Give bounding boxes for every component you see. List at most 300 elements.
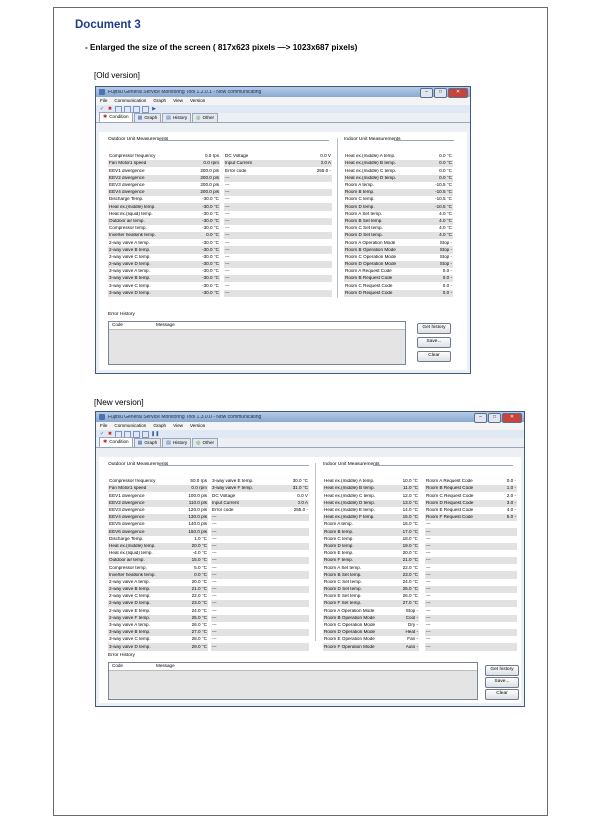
error-history-title: Error History xyxy=(108,312,135,317)
connect-icon[interactable]: ✓ xyxy=(99,106,105,112)
measurement-row xyxy=(224,225,332,232)
measurement-label: Room A Request Code xyxy=(345,269,392,274)
measurement-label: 2-way valve D temp. xyxy=(109,601,151,606)
measurement-row xyxy=(211,514,309,521)
measurement-label: --- xyxy=(225,197,230,202)
measurement-label: 2-way valve B temp. xyxy=(109,247,151,252)
measurement-row xyxy=(323,636,419,643)
measurement-label: Room C Operation Mode xyxy=(345,254,397,259)
disconnect-icon[interactable]: ✖ xyxy=(107,431,113,437)
measurement-label: Heat ex.(middle) temp. xyxy=(109,204,156,209)
measurement-value: -30.0 °C xyxy=(202,276,219,281)
measurement-row xyxy=(108,261,220,268)
measurement-label: EEV2 divergence xyxy=(109,500,145,505)
measurement-label: Heat ex.(middle) D temp. xyxy=(324,500,376,505)
measurement-value: Heat - xyxy=(405,630,418,635)
measurement-row xyxy=(211,528,309,535)
measurement-label: Heat ex.(liquid) temp. xyxy=(109,211,153,216)
tab-history[interactable] xyxy=(162,113,191,122)
measurement-value: 4.0 °C xyxy=(439,226,452,231)
measurement-value: Stop - xyxy=(439,240,452,245)
measurement-label: Room D Request Code xyxy=(345,290,393,295)
measurement-row xyxy=(211,550,309,557)
measurement-row xyxy=(211,564,309,571)
tab-bar xyxy=(96,438,524,448)
measurement-value: 0.0 °C xyxy=(194,572,207,577)
measurement-value: -30.0 °C xyxy=(202,254,219,259)
measurement-label: --- xyxy=(212,579,217,584)
col-message: Message xyxy=(156,322,175,328)
measurement-row xyxy=(323,593,419,600)
table-icon[interactable] xyxy=(142,431,149,438)
measurement-row xyxy=(323,543,419,550)
measurement-label: Room A Set temp. xyxy=(345,211,383,216)
measurement-label: --- xyxy=(426,551,431,556)
measurement-label: --- xyxy=(225,247,230,252)
measurement-label: Room C temp. xyxy=(324,536,354,541)
measurement-label: Room D Set temp. xyxy=(324,587,362,592)
chart-icon[interactable] xyxy=(133,106,140,113)
measurement-label: Error code xyxy=(212,508,234,513)
measurement-row xyxy=(108,478,208,485)
measurement-label: --- xyxy=(225,269,230,274)
measurement-label: 2-way valve A temp. xyxy=(109,240,150,245)
measurement-row xyxy=(344,175,453,182)
measurement-row xyxy=(425,521,517,528)
column-divider xyxy=(337,138,338,298)
measurement-row xyxy=(425,514,517,521)
measurement-row xyxy=(344,268,453,275)
measurement-row xyxy=(108,189,220,196)
measurement-value: 1.0 - xyxy=(506,486,516,491)
measurement-label: EEV1 divergence xyxy=(109,493,145,498)
measurement-label: --- xyxy=(426,615,431,620)
measurement-label: --- xyxy=(225,211,230,216)
measurement-label: Heat ex.(middle) A temp. xyxy=(324,479,375,484)
measurement-row xyxy=(425,492,517,499)
measurement-label: Room F temp. xyxy=(324,558,354,563)
measurement-label: --- xyxy=(426,536,431,541)
measurement-value: -30.0 °C xyxy=(202,262,219,267)
get-history-button[interactable]: Get history xyxy=(485,665,519,676)
measurement-label: --- xyxy=(225,283,230,288)
measurement-value: 19.0 °C xyxy=(402,543,418,548)
old-app-window xyxy=(95,86,471,374)
measurement-value: 29.0 °C xyxy=(191,644,207,649)
close-icon[interactable]: ✕ xyxy=(448,88,468,98)
measurement-row xyxy=(211,557,309,564)
measurement-label: --- xyxy=(426,565,431,570)
measurement-label: Room C temp. xyxy=(345,197,375,202)
graph-icon: ▦ xyxy=(137,114,143,121)
measurement-value: 0.0 - xyxy=(442,283,452,288)
measurement-value: 200.0 pls xyxy=(200,175,219,180)
measurement-row xyxy=(211,586,309,593)
measurement-value: -30.0 °C xyxy=(202,283,219,288)
measurement-row xyxy=(224,239,332,246)
measurement-value: 12.0 °C xyxy=(402,493,418,498)
menu-version[interactable]: Version xyxy=(189,97,206,103)
measurement-value: 24.0 °C xyxy=(402,579,418,584)
condition-icon: ✱ xyxy=(103,439,108,445)
tab-other[interactable] xyxy=(192,438,218,447)
measurement-row xyxy=(108,153,220,160)
measurement-row xyxy=(344,167,453,174)
measurement-row xyxy=(425,500,517,507)
measurement-row xyxy=(344,254,453,261)
measurement-value: 20.0 °C xyxy=(191,543,207,548)
change-note: - Enlarged the size of the screen ( 817x623 pixels —> 1023x687 pixels) xyxy=(85,43,358,52)
measurement-label: 2-way valve B temp. xyxy=(109,587,151,592)
measurement-value: 20.0 °C xyxy=(402,551,418,556)
measurement-row xyxy=(344,153,453,160)
measurement-label: Inverter heatsink temp. xyxy=(109,233,156,238)
measurement-label: EEV3 divergence xyxy=(109,508,145,513)
measurement-label: Room E Set temp. xyxy=(324,594,362,599)
measurement-value: -10.5 °C xyxy=(435,197,452,202)
measurement-label: 2-way valve C temp. xyxy=(109,254,151,259)
tab-label: Other xyxy=(202,439,215,445)
disconnect-icon[interactable]: ✖ xyxy=(107,106,113,112)
measurement-label: --- xyxy=(212,558,217,563)
measurement-value: 0.0 V xyxy=(320,154,331,159)
measurement-row xyxy=(224,261,332,268)
measurement-value: 0.0 rpm xyxy=(191,486,207,491)
measurement-label: Discharge Temp. xyxy=(109,197,144,202)
measurement-value: 25.0 °C xyxy=(402,587,418,592)
measurement-value: Stop - xyxy=(439,262,452,267)
measurement-label: 2-way valve D temp. xyxy=(109,262,151,267)
measurement-label: 3-way valve A temp. xyxy=(109,623,150,628)
chart-icon[interactable] xyxy=(133,431,140,438)
measurement-row xyxy=(323,643,419,650)
measurement-label: Heat ex.(middle) B temp. xyxy=(345,161,396,166)
measurement-row xyxy=(108,246,220,253)
old-version-label: [Old version] xyxy=(94,71,140,80)
history-icon: ▤ xyxy=(166,114,171,121)
section-divider xyxy=(373,465,513,466)
menu-bar xyxy=(96,422,524,430)
measurement-value: 31.0 °C xyxy=(292,486,308,491)
measurement-value: 0.0 - xyxy=(442,276,452,281)
measurement-row xyxy=(108,536,208,543)
section-divider xyxy=(159,140,329,141)
measurement-label: 2-way valve C temp. xyxy=(109,594,151,599)
measurement-label: --- xyxy=(225,276,230,281)
measurement-row xyxy=(425,629,517,636)
measurement-value: 0.0 A xyxy=(320,161,331,166)
tab-condition[interactable] xyxy=(99,112,133,122)
measurement-label: 2-way valve F temp. xyxy=(109,615,151,620)
measurement-value: 4.0 °C xyxy=(439,233,452,238)
tab-label: History xyxy=(172,439,188,445)
measurement-row xyxy=(323,536,419,543)
measurement-label: --- xyxy=(225,254,230,259)
menu-version[interactable]: Version xyxy=(189,422,206,428)
measurement-label: Room E Operation Mode xyxy=(324,637,375,642)
measurement-label: 3-way valve B temp. xyxy=(109,276,151,281)
indoor-col-1 xyxy=(323,478,419,651)
document-title: Document 3 xyxy=(75,19,141,31)
measurement-label: 3-way valve C temp. xyxy=(109,283,151,288)
measurement-label: --- xyxy=(225,233,230,238)
measurement-value: 16.0 °C xyxy=(402,522,418,527)
measurement-label: --- xyxy=(212,601,217,606)
measurement-row xyxy=(323,514,419,521)
measurement-label: --- xyxy=(426,579,431,584)
error-history-list[interactable] xyxy=(108,662,478,700)
clear-button[interactable]: Clear xyxy=(485,689,519,700)
menu-view[interactable]: View xyxy=(173,422,183,428)
measurement-row xyxy=(224,182,332,189)
measurement-value: -10.5 °C xyxy=(435,204,452,209)
measurement-value: 130.0 pls xyxy=(188,515,207,520)
measurement-row xyxy=(108,579,208,586)
measurement-row xyxy=(224,167,332,174)
measurement-label: --- xyxy=(212,536,217,541)
measurement-row xyxy=(344,160,453,167)
get-history-button[interactable]: Get history xyxy=(417,323,451,334)
menu-view[interactable]: View xyxy=(173,97,183,103)
condition-panel xyxy=(99,132,467,370)
measurement-value: 4.0 °C xyxy=(439,211,452,216)
measurement-row xyxy=(323,600,419,607)
measurement-label: Room F Operation Mode xyxy=(324,644,375,649)
measurement-label: Room D temp. xyxy=(324,543,354,548)
measurement-label: --- xyxy=(212,615,217,620)
tab-label: Condition xyxy=(109,439,129,445)
minimize-icon[interactable]: – xyxy=(474,413,487,423)
measurement-label: Heat ex.(middle) F temp. xyxy=(324,515,375,520)
measurement-label: Room A Operation Mode xyxy=(324,608,375,613)
measurement-label: 2-way valve A temp. xyxy=(109,579,150,584)
measurement-value: 13.0 °C xyxy=(402,500,418,505)
measurement-value: Stop - xyxy=(439,254,452,259)
measurement-label: --- xyxy=(212,587,217,592)
measurement-row xyxy=(108,239,220,246)
indoor-col-2 xyxy=(425,478,517,651)
measurement-value: 15.0 °C xyxy=(402,515,418,520)
menu-graph[interactable]: Graph xyxy=(153,97,167,103)
measurement-value: 17.0 °C xyxy=(402,529,418,534)
measurement-label: 3-way valve D temp. xyxy=(109,644,151,649)
other-icon: ◎ xyxy=(196,439,201,446)
measurement-row xyxy=(108,636,208,643)
table-icon[interactable] xyxy=(142,106,149,113)
measurement-row xyxy=(224,203,332,210)
measurement-label: Heat ex.(liquid) temp. xyxy=(109,551,153,556)
measurement-row xyxy=(224,218,332,225)
measurement-label: Heat ex.(middle) C temp. xyxy=(324,493,376,498)
measurement-value: 0.0 °C xyxy=(439,168,452,173)
error-table-header xyxy=(109,322,405,330)
measurement-label: Room E Request Code xyxy=(426,508,474,513)
tab-history[interactable] xyxy=(162,438,191,447)
measurement-value: 0.0 - xyxy=(442,290,452,295)
measurement-label: Room C Request Code xyxy=(426,493,474,498)
measurement-row xyxy=(224,232,332,239)
measurement-row xyxy=(344,182,453,189)
measurement-row xyxy=(344,189,453,196)
measurement-value: Dry - xyxy=(408,623,418,628)
measurement-value: 255.0 - xyxy=(293,508,308,513)
measurement-row xyxy=(224,290,332,297)
measurement-label: --- xyxy=(225,262,230,267)
measurement-row xyxy=(108,196,220,203)
measurement-row xyxy=(211,622,309,629)
maximize-icon[interactable]: □ xyxy=(434,88,447,98)
measurement-value: 110.0 pls xyxy=(188,500,207,505)
menu-bar xyxy=(96,97,470,105)
outdoor-col-1 xyxy=(108,153,220,297)
measurement-row xyxy=(425,593,517,600)
history-icon: ▤ xyxy=(166,439,171,446)
measurement-row xyxy=(108,615,208,622)
measurement-label: --- xyxy=(212,565,217,570)
measurement-label: Room D Set temp. xyxy=(345,233,383,238)
outdoor-col-2 xyxy=(211,478,309,651)
save-button[interactable]: Save... xyxy=(485,677,519,688)
menu-file[interactable]: File xyxy=(100,422,108,428)
measurement-row xyxy=(224,211,332,218)
measurement-row xyxy=(211,571,309,578)
measurement-row xyxy=(108,167,220,174)
measurement-row xyxy=(108,175,220,182)
measurement-row xyxy=(108,543,208,550)
measurement-row xyxy=(211,536,309,543)
window-title: Fujitsu General Service Monitoring Tool 1.2.0.1 - Now communicating xyxy=(108,89,262,95)
window-titlebar xyxy=(96,412,524,422)
measurement-value: 200.0 pls xyxy=(200,168,219,173)
measurement-row xyxy=(323,528,419,535)
measurement-value: 22.0 °C xyxy=(191,594,207,599)
measurement-row xyxy=(108,607,208,614)
measurement-value: 4.0 °C xyxy=(439,218,452,223)
measurement-value: -30.0 °C xyxy=(202,204,219,209)
measurement-row xyxy=(224,254,332,261)
measurement-row xyxy=(108,268,220,275)
tab-graph[interactable] xyxy=(134,438,162,447)
measurement-label: Room C Set temp. xyxy=(324,579,362,584)
measurement-value: 0.0 V xyxy=(297,493,308,498)
measurement-value: 27.0 °C xyxy=(402,601,418,606)
tab-other[interactable] xyxy=(192,113,218,122)
measurement-row xyxy=(108,275,220,282)
measurement-row xyxy=(425,636,517,643)
measurement-label: --- xyxy=(426,630,431,635)
measurement-label: Room A temp. xyxy=(345,183,374,188)
measurement-label: --- xyxy=(225,226,230,231)
tab-condition[interactable] xyxy=(99,437,133,447)
maximize-icon[interactable]: □ xyxy=(488,413,501,423)
tab-graph[interactable] xyxy=(134,113,162,122)
measurement-row xyxy=(425,485,517,492)
tab-label: History xyxy=(172,114,188,120)
measurement-row xyxy=(108,586,208,593)
measurement-value: 1.0 °C xyxy=(194,536,207,541)
measurement-label: Room B Request Code xyxy=(426,486,474,491)
measurement-value: 26.0 °C xyxy=(402,594,418,599)
error-history-list[interactable] xyxy=(108,321,406,365)
measurement-row xyxy=(108,643,208,650)
measurement-value: 140.0 pls xyxy=(188,522,207,527)
tab-label: Graph xyxy=(144,439,158,445)
measurement-row xyxy=(211,507,309,514)
col-code: Code xyxy=(112,663,123,669)
measurement-label: Room A Operation Mode xyxy=(345,240,396,245)
measurement-value: -10.5 °C xyxy=(435,183,452,188)
indoor-section-title: Indoor Unit Measurements xyxy=(323,462,380,467)
measurement-label: Discharge Temp. xyxy=(109,536,144,541)
column-divider xyxy=(315,463,316,641)
measurement-label: Fan Motor1 speed xyxy=(109,486,147,491)
measurement-row xyxy=(224,175,332,182)
measurement-row xyxy=(323,579,419,586)
save-button[interactable]: Save... xyxy=(417,337,451,348)
measurement-label: DC Voltage xyxy=(212,493,236,498)
minimize-icon[interactable]: – xyxy=(420,88,433,98)
measurement-label: --- xyxy=(426,601,431,606)
measurement-row xyxy=(211,543,309,550)
measurement-row xyxy=(344,239,453,246)
measurement-value: 15.0 °C xyxy=(191,558,207,563)
measurement-value: 255.0 - xyxy=(316,168,331,173)
measurement-value: 21.0 °C xyxy=(191,587,207,592)
measurement-row xyxy=(323,478,419,485)
measurement-row xyxy=(425,607,517,614)
menu-communication[interactable]: Communication xyxy=(114,422,147,428)
measurement-label: --- xyxy=(426,529,431,534)
measurement-value: 0.0 °C xyxy=(439,154,452,159)
measurement-row xyxy=(425,571,517,578)
measurement-value: -30.0 °C xyxy=(202,290,219,295)
measurement-label: --- xyxy=(426,623,431,628)
play-icon[interactable]: ▶ xyxy=(152,106,156,112)
measurement-value: 0.0 °C xyxy=(439,161,452,166)
measurement-row xyxy=(108,629,208,636)
measurement-label: EEV6 divergence xyxy=(109,529,145,534)
close-icon[interactable]: ✕ xyxy=(502,413,522,423)
measurement-row xyxy=(323,492,419,499)
outdoor-col-1 xyxy=(108,478,208,651)
clear-button[interactable]: Clear xyxy=(417,351,451,362)
menu-graph[interactable]: Graph xyxy=(153,422,167,428)
measurement-label: Room F Set temp. xyxy=(324,601,362,606)
condition-panel xyxy=(99,457,521,703)
measurement-value: 11.0 °C xyxy=(402,486,418,491)
menu-file[interactable]: File xyxy=(100,97,108,103)
measurement-label: Room F Request Code xyxy=(426,515,473,520)
measurement-row xyxy=(211,600,309,607)
menu-communication[interactable]: Communication xyxy=(114,97,147,103)
measurement-label: Room A temp. xyxy=(324,522,353,527)
indoor-col-1 xyxy=(344,153,453,297)
measurement-row xyxy=(323,622,419,629)
connect-icon[interactable]: ✓ xyxy=(99,431,105,437)
toolbar xyxy=(96,105,470,113)
measurement-row xyxy=(425,622,517,629)
tab-label: Other xyxy=(202,114,215,120)
pause-icon[interactable]: ❚❚ xyxy=(151,431,160,437)
measurement-label: --- xyxy=(225,175,230,180)
measurement-row xyxy=(344,225,453,232)
measurement-row xyxy=(108,225,220,232)
measurement-label: --- xyxy=(212,515,217,520)
measurement-row xyxy=(323,521,419,528)
condition-icon: ✱ xyxy=(103,114,108,120)
measurement-value: 0.0 rpm xyxy=(203,161,219,166)
measurement-row xyxy=(323,586,419,593)
